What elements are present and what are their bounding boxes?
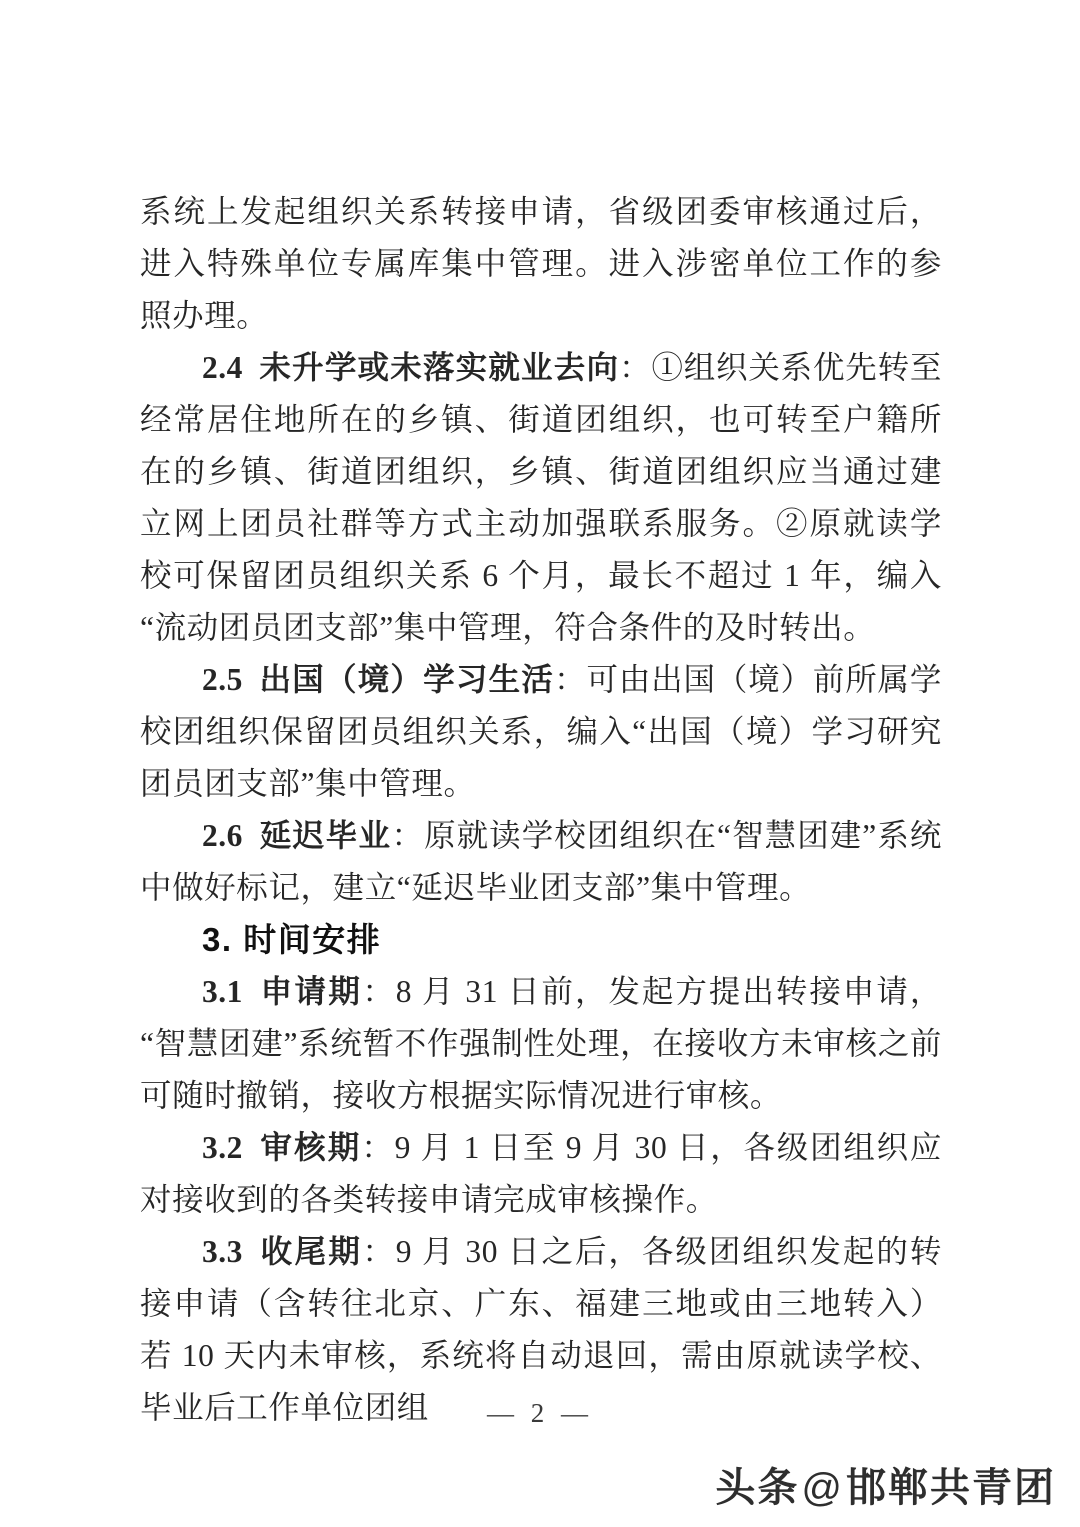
watermark-at-symbol: @ xyxy=(801,1466,844,1510)
section-body-3-1: ：8 月 31 日前，发起方提出转接申请，“智慧团建”系统暂不作强制性处理，在接收方未审核之前可随时撤销，接收方根据实际情况进行审核。 xyxy=(140,974,942,1113)
section-caption-3-1: 申请期 xyxy=(259,974,363,1009)
section-body-2-5: ：可由出国（境）前所属学校团组织保留团员组织关系，编入“出国（境）学习研究团员团支部”集中管理。 xyxy=(140,662,942,801)
section-number-2-5: 2.5 xyxy=(202,662,243,697)
section-number-3-1: 3.1 xyxy=(202,974,243,1009)
section-body-2-6: ：原就读学校团组织在“智慧团建”系统中做好标记，建立“延迟毕业团支部”集中管理。 xyxy=(140,818,942,905)
section-caption-2-4: 未升学或未落实就业去向 xyxy=(259,350,620,385)
watermark-brand: 头条 xyxy=(715,1466,800,1510)
section-number-2-6: 2.6 xyxy=(202,818,243,853)
section-caption-2-5: 出国（境）学习生活 xyxy=(259,662,555,697)
page-number: — 2 — xyxy=(487,1398,593,1428)
section-caption-2-6: 延迟毕业 xyxy=(259,818,392,853)
section-body-3-2: ：9 月 1 日至 9 月 30 日，各级团组织应对接收到的各类转接申请完成审核操作。 xyxy=(140,1130,942,1217)
paragraph-continued: 系统上发起组织关系转接申请，省级团委审核通过后，进入特殊单位专属库集中管理。进入涉密单位工作的参照办理。 xyxy=(140,194,942,333)
section-body-3-3: ：9 月 30 日之后，各级团组织发起的转接申请（含转往北京、广东、福建三地或由三地转入）若 10 天内未审核，系统将自动退回，需由原就读学校、毕业后工作单位团组 xyxy=(140,1234,942,1425)
document-text-column xyxy=(140,186,942,1434)
paragraph-2-4 xyxy=(140,342,942,654)
section-number-3-3: 3.3 xyxy=(202,1234,243,1269)
section-caption-3-3: 收尾期 xyxy=(259,1234,363,1269)
watermark xyxy=(715,1456,1056,1513)
paragraph-3-1 xyxy=(140,966,942,1122)
paragraph-2-6 xyxy=(140,810,942,914)
paragraph-2-5 xyxy=(140,654,942,810)
section-number-3-2: 3.2 xyxy=(202,1130,243,1165)
heading-time-schedule: 3. 时间安排 xyxy=(202,921,382,958)
section-number-2-4: 2.4 xyxy=(202,350,243,385)
paragraph-3-2 xyxy=(140,1122,942,1226)
section-body-2-4: ：①组织关系优先转至经常居住地所在的乡镇、街道团组织，也可转至户籍所在的乡镇、街道团组织，乡镇、街道团组织应当通过建立网上团员社群等方式主动加强联系服务。②原就读学校可保留团员组织关系 6 个月，最长不超过 1 年，编入“流动团员团支部”集中管理，符合条件的及时转出。 xyxy=(140,350,942,645)
section-caption-3-2: 审核期 xyxy=(259,1130,362,1165)
watermark-account: 邯郸共青团 xyxy=(846,1466,1056,1510)
